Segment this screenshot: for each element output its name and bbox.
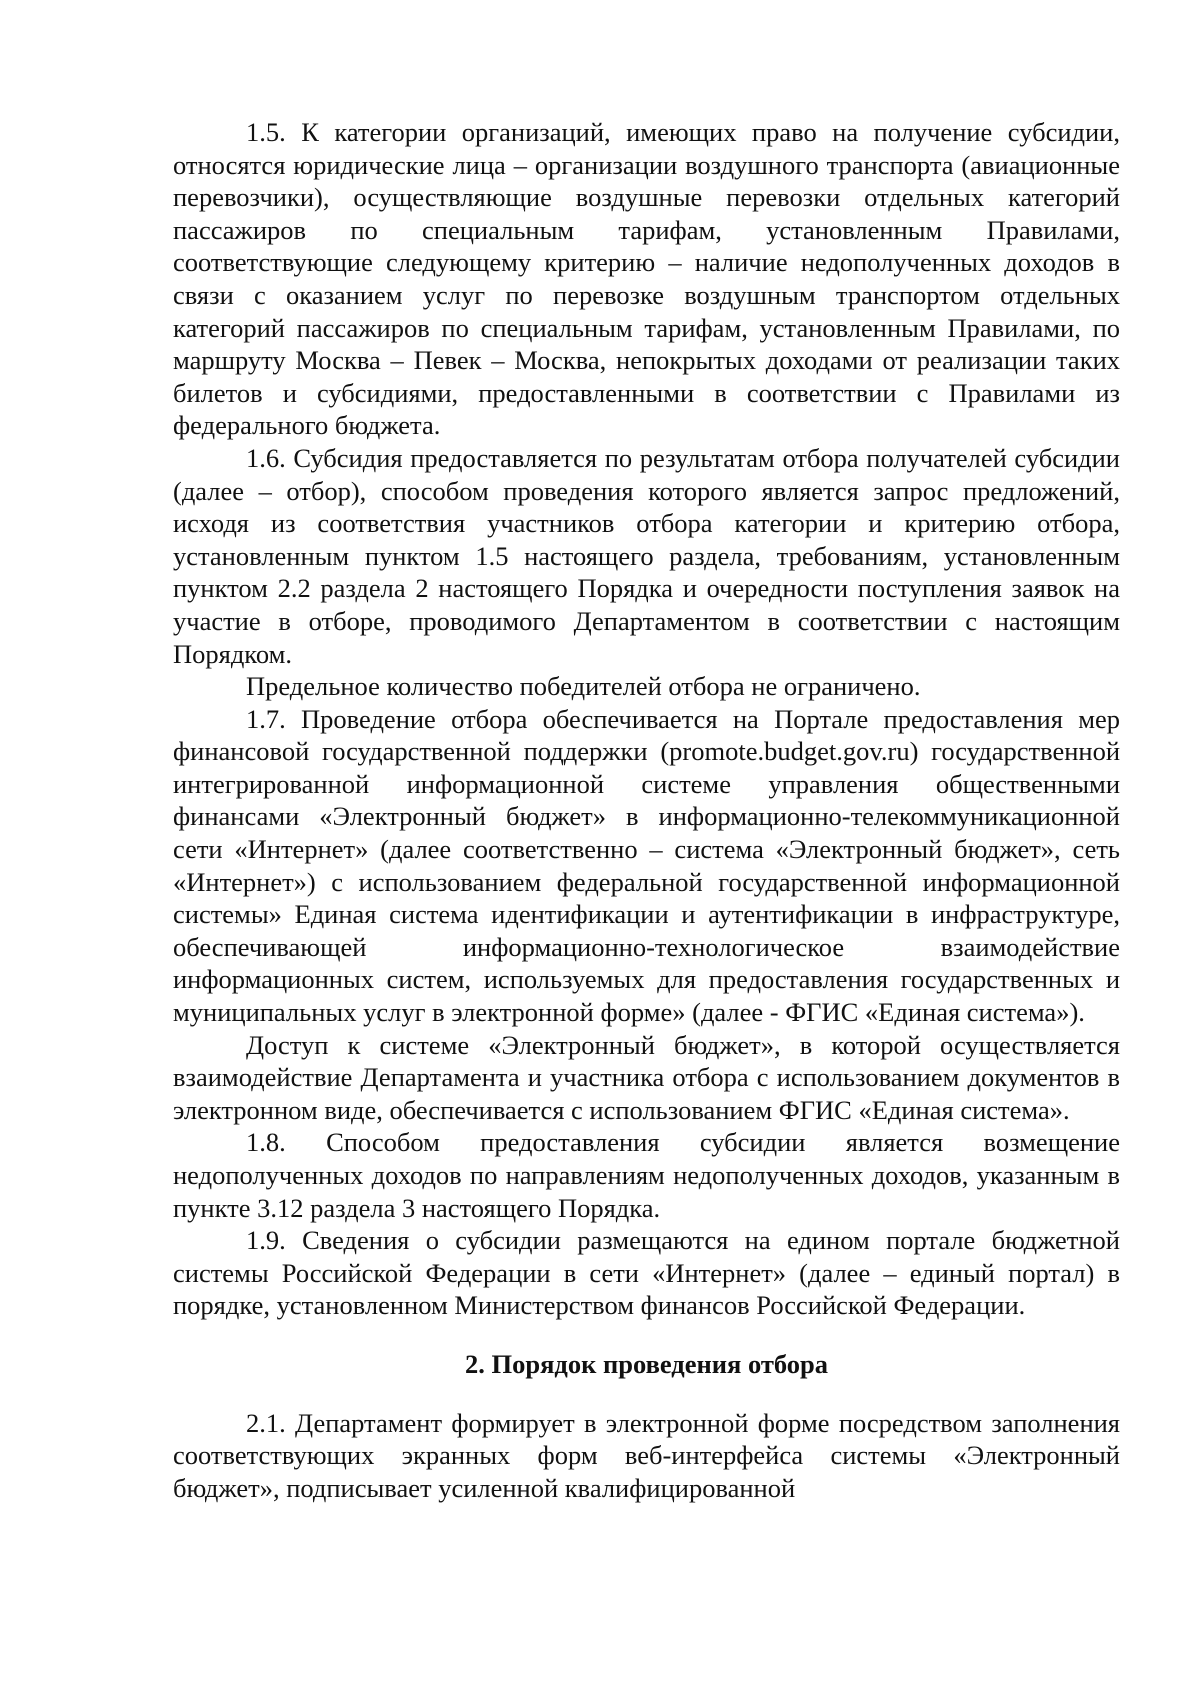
paragraph-1-5: 1.5. К категории организаций, имеющих право на получение субсидии, относятся юридические лица – организации воздушного транспорта (авиационные перевозчики), осуществляющие воздушные перевозки отдельных категорий пассажиров по специальным тарифам, установленным Правилами, соответствующие следующему критерию – наличие недополученных доходов в связи с оказанием услуг по перевозке воздушным транспортом отдельных категорий пассажиров по специальным тарифам, установленным Правилами, по маршруту Москва – Певек – Москва, непокрытых доходами от реализации таких билетов и субсидиями, предоставленными в соответствии с Правилами из федерального бюджета. (173, 117, 1120, 441)
paragraph-1-6: 1.6. Субсидия предоставляется по результатам отбора получателей субсидии (далее – отбор), способом проведения которого является запрос предложений, исходя из соответствия участников отбора категории и критерию отбора, установленным пунктом 1.5 настоящего раздела, требованиям, установленным пунктом 2.2 раздела 2 настоящего Порядка и очередности поступления заявок на участие в отборе, проводимого Департаментом в соответствии с настоящим Порядком. (173, 442, 1120, 669)
paragraph-system-access: Доступ к системе «Электронный бюджет», в которой осуществляется взаимодействие Департамента и участника отбора с использованием документов в электронном виде, обеспечивается с использованием ФГИС «Единая система». (173, 1029, 1120, 1125)
paragraph-1-9: 1.9. Сведения о субсидии размещаются на едином портале бюджетной системы Российской Федерации в сети «Интернет» (далее – единый портал) в порядке, установленном Министерством финансов Российской Федерации. (173, 1225, 1120, 1321)
paragraph-2-1: 2.1. Департамент формирует в электронной форме посредством заполнения соответствующих экранных форм веб-интерфейса системы «Электронный бюджет», подписывает усиленной квалифицированной (173, 1407, 1120, 1503)
document-body (173, 116, 1120, 1504)
paragraph-1-8: 1.8. Способом предоставления субсидии является возмещение недополученных доходов по направлениям недополученных доходов, указанным в пункте 3.12 раздела 3 настоящего Порядка. (173, 1127, 1120, 1223)
paragraph-winners-limit: Предельное количество победителей отбора не ограничено. (246, 671, 921, 702)
paragraph-1-7: 1.7. Проведение отбора обеспечивается на Портале предоставления мер финансовой государственной поддержки (promote.budget.gov.ru) государственной интегрированной информационной системе управления общественными финансами «Электронный бюджет» в информационно-телекоммуникационной сети «Интернет» (далее соответственно – система «Электронный бюджет», сеть «Интернет») с использованием федеральной государственной информационной системы» Единая система идентификации и аутентификации в инфраструктуре, обеспечивающей информационно-технологическое взаимодействие информационных систем, используемых для предоставления государственных и муниципальных услуг в электронной форме» (далее - ФГИС «Единая система»). (173, 703, 1120, 1028)
section-2-heading: 2. Порядок проведения отбора (464, 1348, 829, 1379)
